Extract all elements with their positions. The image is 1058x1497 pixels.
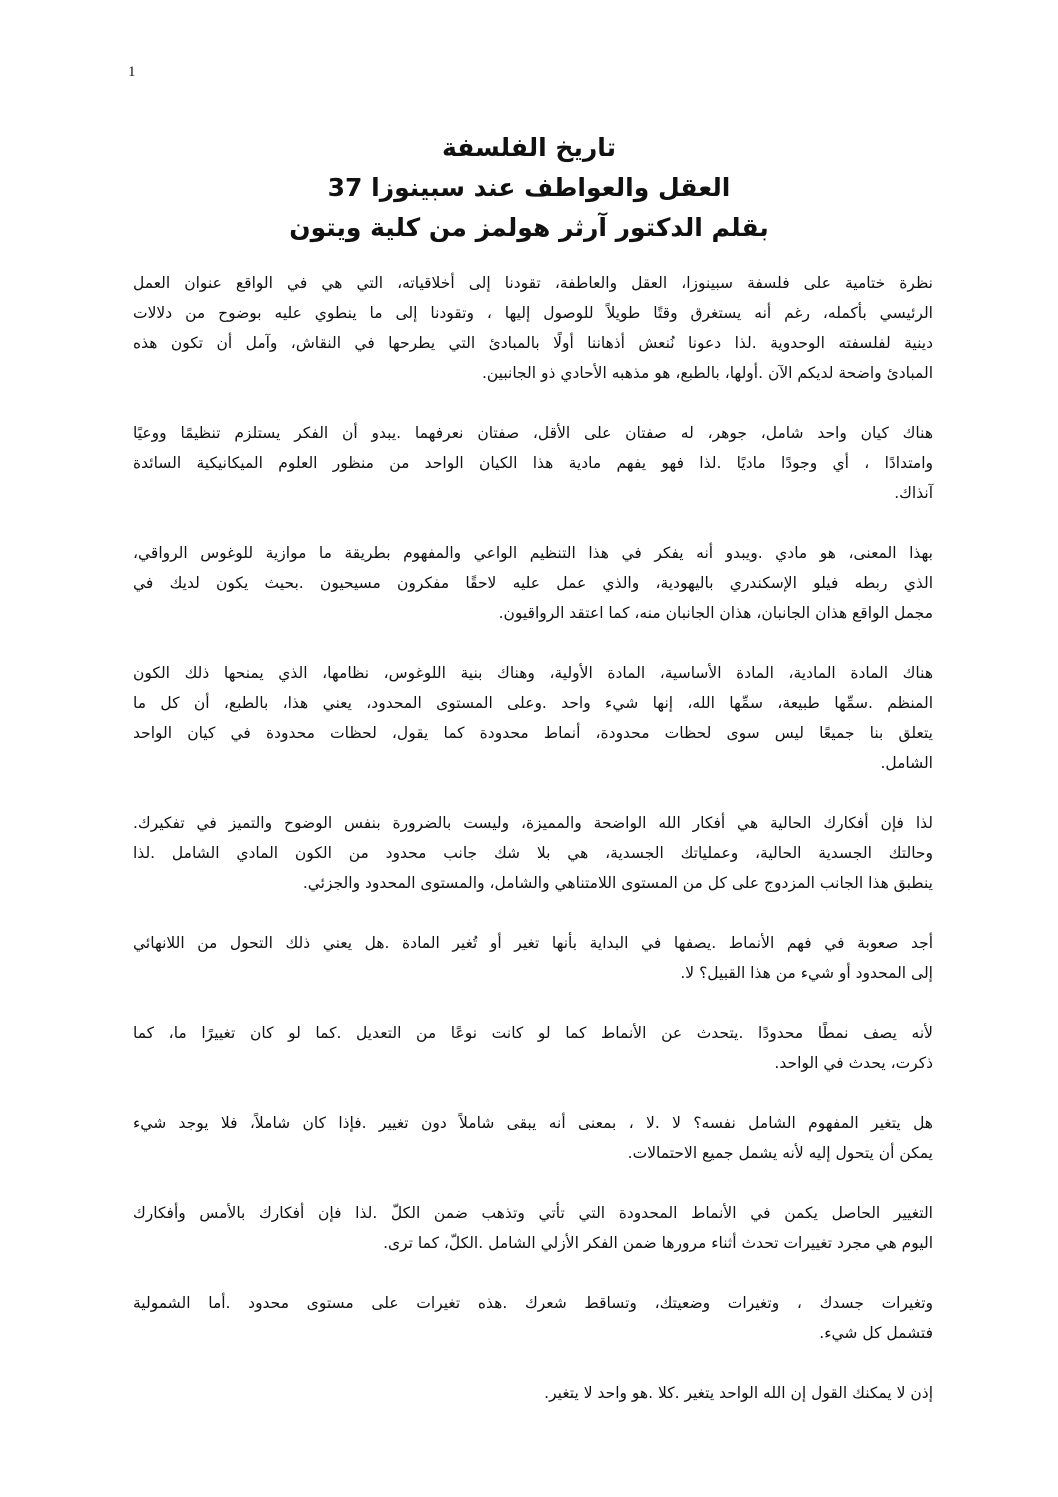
paragraph-line: المنظم .سمِّها طبيعة، سمِّها الله، إنها شيء واحد .وعلى المستوى المحدود، يعني هذا، بالطبع، أن كل ما <box>133 694 933 712</box>
subtitle-line: العقل والعواطف عند سبينوزا 37 <box>327 173 731 202</box>
paragraph <box>133 658 933 778</box>
paragraph-line: وحالتك الجسدية الحالية، وعملياتك الجسدية، هي بلا شك جانب محدود من الكون المادي الشامل .لذا <box>133 844 933 862</box>
paragraph-line: اليوم هي مجرد تغييرات تحدث أثناء مرورها ضمن الفكر الأزلي الشامل .الكلّ، كما ترى. <box>383 1234 933 1252</box>
paragraph-line: آنذاك. <box>894 484 933 502</box>
paragraph-line: لأنه يصف نمطًا محدودًا .يتحدث عن الأنماط كما لو كانت نوعًا من التعديل .كما لو كان تغييرًا ما، كما <box>133 1024 933 1042</box>
paragraph-line: إذن لا يمكنك القول إن الله الواحد يتغير .كلا .هو واحد لا يتغير. <box>544 1384 933 1402</box>
paragraph <box>133 418 933 508</box>
paragraph-line: المبادئ واضحة لديكم الآن .أولها، بالطبع، هو مذهبه الأحادي ذو الجانبين. <box>481 364 933 382</box>
document-body <box>133 268 933 1438</box>
paragraph-line: الرئيسي بأكمله، رغم أنه يستغرق وقتًا طويلاً للوصول إليها ، وتقودنا إلى ما ينطوي عليه بوضوح من دلالات <box>133 304 933 322</box>
paragraph <box>133 268 933 388</box>
paragraph-line: وتغيرات جسدك ، وتغيرات وضعيتك، وتساقط شعرك .هذه تغيرات على مستوى محدود .أما الشمولية <box>133 1294 933 1312</box>
paragraph <box>133 808 933 898</box>
paragraph-line: يمكن أن يتحول إليه لأنه يشمل جميع الاحتمالات. <box>627 1144 933 1162</box>
paragraph-line: إلى المحدود أو شيء من هذا القبيل؟ لا. <box>680 964 933 982</box>
document-title-block <box>0 128 1058 248</box>
paragraph-line: الشامل. <box>880 754 933 772</box>
paragraph-line: دينية لفلسفته الوحدوية .لذا دعونا نُنعش أذهاننا أولًا بالمبادئ التي يطرحها في النقاش، وآمل أن تكون هذه <box>133 334 933 352</box>
paragraph <box>133 928 933 988</box>
paragraph-line: لذا فإن أفكارك الحالية هي أفكار الله الواضحة والمميزة، وليست بالضرورة بنفس الوضوح والتميز في تفكيرك. <box>133 814 933 832</box>
paragraph <box>133 1018 933 1078</box>
page-number: 1 <box>128 64 136 80</box>
paragraph-line: أجد صعوبة في فهم الأنماط .يصفها في البداية بأنها تغير أو تُغير المادة .هل يعني ذلك التحول من اللانهائي <box>133 934 933 952</box>
paragraph-line: يتعلق بنا جميعًا ليس سوى لحظات محدودة، أنماط محدودة كما يقول، لحظات محدودة في كيان الواحد <box>133 724 933 742</box>
paragraph-line: فتشمل كل شيء. <box>819 1324 933 1342</box>
paragraph <box>133 1198 933 1258</box>
paragraph-line: هناك المادة المادية، المادة الأساسية، المادة الأولية، وهناك بنية اللوغوس، نظامها، الذي يمنحها ذلك الكون <box>133 664 933 682</box>
paragraph <box>133 1288 933 1348</box>
paragraph-line: ذكرت، يحدث في الواحد. <box>774 1054 933 1072</box>
paragraph <box>133 538 933 628</box>
paragraph-line: بهذا المعنى، هو مادي .ويبدو أنه يفكر في هذا التنظيم الواعي والمفهوم بطريقة ما موازية للوغوس الرواقي، <box>133 544 933 562</box>
paragraph <box>133 1108 933 1168</box>
paragraph-line: هناك كيان واحد شامل، جوهر، له صفتان على الأقل، صفتان نعرفهما .يبدو أن الفكر يستلزم تنظيمًا ووعيًا <box>133 424 933 442</box>
paragraph-line: نظرة ختامية على فلسفة سبينوزا، العقل والعاطفة، تقودنا إلى أخلاقياته، التي هي في الواقع عنوان العمل <box>133 274 933 292</box>
paragraph <box>133 1378 933 1408</box>
paragraph-line: ينطبق هذا الجانب المزدوج على كل من المستوى اللامتناهي والشامل، والمستوى المحدود والجزئي. <box>302 874 933 892</box>
paragraph-line: وامتدادًا ، أي وجودًا ماديًا .لذا فهو يفهم مادية هذا الكيان الواحد من منظور العلوم الميكانيكية السائدة <box>133 454 933 472</box>
paragraph-line: مجمل الواقع هذان الجانبان، هذان الجانبان منه، كما اعتقد الرواقيون. <box>498 604 933 622</box>
author-line: بقلم الدكتور آرثر هولمز من كلية ويتون <box>289 213 769 242</box>
title-line: تاريخ الفلسفة <box>441 133 617 162</box>
paragraph-line: الذي ربطه فيلو الإسكندري باليهودية، والذي عمل عليه لاحقًا مفكرون مسيحيون .بحيث يكون لديك في <box>133 574 933 592</box>
paragraph-line: هل يتغير المفهوم الشامل نفسه؟ لا .لا ، بمعنى أنه يبقى شاملاً دون تغيير .فإذا كان شاملاً، فلا يوجد شيء <box>133 1114 933 1132</box>
paragraph-line: التغيير الحاصل يكمن في الأنماط المحدودة التي تأتي وتذهب ضمن الكلّ .لذا فإن أفكارك بالأمس وأفكارك <box>133 1204 933 1222</box>
